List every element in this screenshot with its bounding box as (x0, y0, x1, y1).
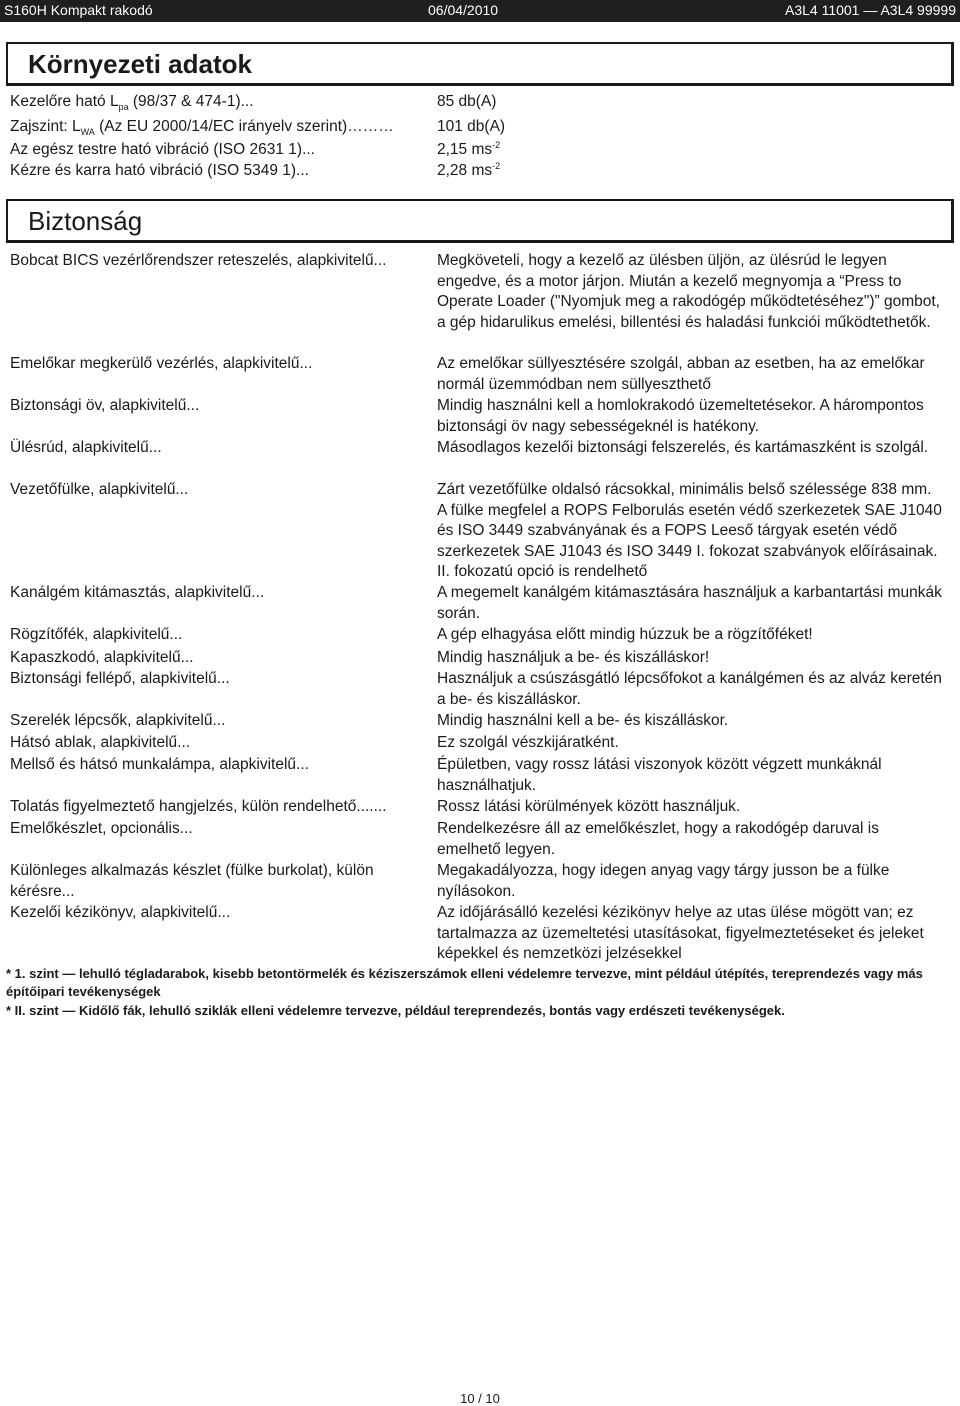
safety-value: Mindig használjuk a be- és kiszálláskor! (437, 649, 710, 666)
environment-section-header (6, 42, 954, 86)
safety-section-header (6, 199, 954, 243)
env-value: 85 db(A) (437, 93, 497, 110)
safety-label: Mellső és hátsó munkalámpa, alapkivitelű... (10, 756, 309, 773)
header-model: S160H Kompakt rakodó (4, 2, 153, 18)
safety-label: Biztonsági öv, alapkivitelű... (10, 397, 200, 414)
env-label: Zajszint: $L_{WA}$ (Az EU 2000/14/EC irányelv szerint)……… (10, 118, 394, 138)
safety-value: Másodlagos kezelői biztonsági felszerelés, és kartámaszként is szolgál. (437, 439, 929, 456)
environment-title: Környezeti adatok (28, 49, 252, 79)
safety-label: Kanálgém kitámasztás, alapkivitelű... (10, 584, 265, 601)
safety-value: Megakadályozza, hogy idegen anyag vagy tárgy jusson be a fülke nyílásokon. (437, 862, 890, 900)
footnote-level-1: * 1. szint — lehulló tégladarabok, kisebb betontörmelék és kéziszerszámok elleni védelemre tervezve, mint például útépítés, tereprendezés vagy más építőipari tevékenységek (6, 966, 923, 999)
safety-label: Biztonsági fellépő, alapkivitelű... (10, 670, 230, 687)
safety-value: Ez szolgál vészkijáratként. (437, 734, 619, 751)
safety-label: Ülésrúd, alapkivitelű... (10, 439, 162, 456)
safety-value: Rendelkezésre áll az emelőkészlet, hogy a rakodógép daruval is emelhető legyen. (437, 820, 879, 858)
safety-value: Az időjárásálló kezelési kézikönyv helye az utas ülése mögött van; ez tartalmazza az üzemeltetési utasításokat, figyelmeztetéseket és jeleket képekkel és nemzetközi jelzésekkel (437, 904, 924, 962)
safety-value: Mindig használni kell a homlokrakodó üzemeltetésekor. A hárompontos biztonsági öv nagy sebességeknél is hatékony. (437, 397, 924, 435)
safety-value: Az emelőkar süllyesztésére szolgál, abban az esetben, ha az emelőkar normál üzemmódban nem süllyeszthető (437, 355, 925, 393)
safety-value: Megköveteli, hogy a kezelő az ülésben üljön, az ülésrúd le legyen engedve, és a motor járjon. Miután a kezelő megnyomja a “Press to Operate Loader ("Nyomjuk meg a rakodógép működtetéséhez")” gombot, a gép hidarulikus emelési, billentési és haladási funkciói működtethetők. (437, 252, 940, 331)
safety-label: Kapaszkodó, alapkivitelű... (10, 649, 194, 666)
safety-value: A gép elhagyása előtt mindig húzzuk be a rögzítőféket! (437, 626, 813, 643)
env-label: Kezelőre ható $L_{pa}$ (98/37 & 474-1)... (10, 93, 254, 113)
safety-label: Hátsó ablak, alapkivitelű... (10, 734, 191, 751)
page-header (0, 0, 960, 22)
env-value: 2,28 $ms^{-2}$ (437, 160, 501, 179)
safety-value: Rossz látási körülmények között használjuk. (437, 798, 741, 815)
safety-value: Mindig használni kell a be- és kiszálláskor. (437, 712, 729, 729)
safety-label: Különleges alkalmazás készlet (fülke burkolat), külön kérésre... (10, 862, 374, 900)
safety-label: Tolatás figyelmeztető hangjelzés, külön rendelhető....... (10, 798, 387, 815)
safety-label: Kezelői kézikönyv, alapkivitelű... (10, 904, 231, 921)
safety-label: Emelőkészlet, opcionális... (10, 820, 193, 837)
safety-value: Épületben, vagy rossz látási viszonyok között végzett munkáknál használhatjuk. (437, 756, 882, 794)
safety-title: Biztonság (28, 206, 143, 236)
page-number: 10 / 10 (460, 1391, 500, 1406)
env-value: 101 db(A) (437, 118, 506, 135)
safety-label: Vezetőfülke, alapkivitelű... (10, 481, 189, 498)
footnote-level-2: * II. szint — Kidőlő fák, lehulló sziklák elleni védelemre tervezve, például tereprendezés, bontás vagy erdészeti tevékenységek. (6, 1003, 785, 1018)
safety-value: Használjuk a csúszásgátló lépcsőfokot a kanálgémen és az alváz keretén a be- és kiszálláskor. (437, 670, 942, 708)
env-label: Kézre és karra ható vibráció (ISO 5349 1)... (10, 162, 309, 179)
safety-value: A megemelt kanálgém kitámasztására használjuk a karbantartási munkák során. (437, 584, 942, 622)
safety-label: Bobcat BICS vezérlőrendszer reteszelés, alapkivitelű... (10, 252, 387, 269)
env-value: 2,15 $ms^{-2}$ (437, 139, 501, 158)
safety-label: Szerelék lépcsők, alapkivitelű... (10, 712, 226, 729)
header-date: 06/04/2010 (428, 2, 499, 18)
safety-label: Rögzítőfék, alapkivitelű... (10, 626, 183, 643)
safety-label: Emelőkar megkerülő vezérlés, alapkivitelű... (10, 355, 313, 372)
safety-value: Zárt vezetőfülke oldalsó rácsokkal, minimális belső szélessége 838 mm. A fülke megfelel a ROPS Felborulás esetén védő szerkezetek SAE J1040 és ISO 3449 szabványának és a FOPS Leeső tárgyak esetén védő szerkezetek SAE J1043 és ISO 3449 I. fokozat szabványok előírásainak. II. fokozatú opció is rendelhető (437, 481, 942, 580)
header-serial: A3L4 11001 — A3L4 99999 (784, 2, 956, 18)
env-label: Az egész testre ható vibráció (ISO 2631 1)... (10, 141, 315, 158)
